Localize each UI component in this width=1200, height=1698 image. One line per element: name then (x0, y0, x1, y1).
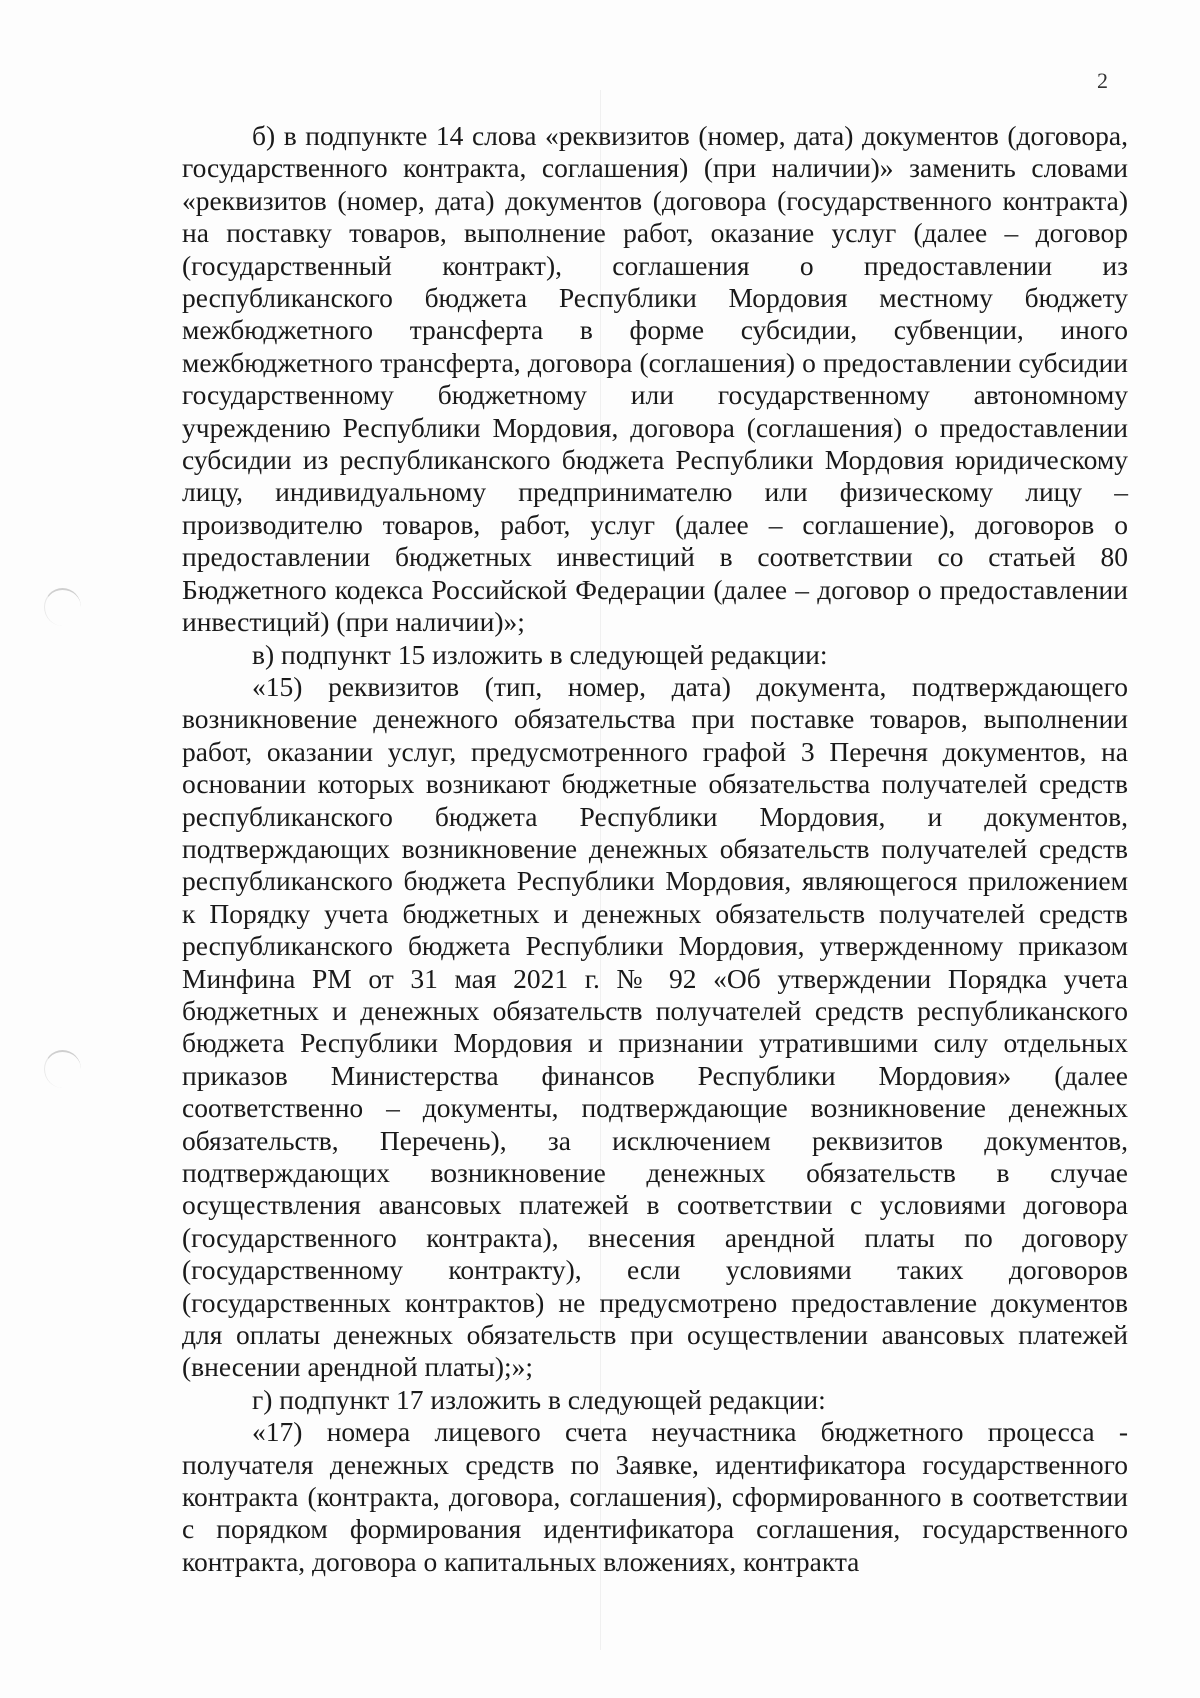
page-number: 2 (1097, 68, 1108, 93)
punch-hole-mark (44, 1050, 81, 1088)
paragraph-subitem-15-text: «15) реквизитов (тип, номер, дата) документа, подтверждающего возникновение денежного обязательства при поставке товаров, выполнении работ, оказании услуг, предусмотренного графой 3 Перечня документов, на основании которых возникают бюджетные обязательства получателей средств республиканского бюджета Республики Мордовия, и документов, подтверждающих возникновение денежных обязательств получателей средств республиканского бюджета Республики Мордовия, являющегося приложением к Порядку учета бюджетных и денежных обязательств получателей средств республиканского бюджета Республики Мордовия, утвержденному приказом Минфина РМ от 31 мая 2021 г. № 92 «Об утверждении Порядка учета бюджетных и денежных обязательств получателей средств республиканского бюджета Республики Мордовия и признании утратившими силу отдельных приказов Министерства финансов Республики Мордовия» (далее соответственно – документы, подтверждающие возникновение денежных обязательств, Перечень), за исключением реквизитов документов, подтверждающих возникновение денежных обязательств в случае осуществления авансовых платежей в соответствии с условиями договора (государственного контракта), внесения арендной платы по договору (государственному контракту), если условиями таких договоров (государственных контрактов) не предусмотрено предоставление документов для оплаты денежных обязательств при осуществлении авансовых платежей (внесении арендной платы);»; (182, 670, 1128, 1383)
paragraph-subitem-17-text: «17) номера лицевого счета неучастника бюджетного процесса - получателя денежных средств по Заявке, идентификатора государственного контракта (контракта, договора, соглашения), сформированного в соответствии с порядком формирования идентификатора соглашения, государственного контракта, договора о капитальных вложениях, контракта (182, 1416, 1128, 1577)
paragraph-v-heading: в) подпункт 15 изложить в следующей редакции: (252, 638, 828, 670)
punch-hole-mark (44, 588, 81, 626)
paragraph-b-subitem-14: б) в подпункте 14 слова «реквизитов (номер, дата) документов (договора, государственного контракта, соглашения) (при наличии)» заменить словами «реквизитов (номер, дата) документов (договора (государственного контракта) на поставку товаров, выполнение работ, оказание услуг (далее – договор (государственный контракт), соглашения о предоставлении из республиканского бюджета Республики Мордовия местному бюджету межбюджетного трансферта в форме субсидии, субвенции, иного межбюджетного трансферта, договора (соглашения) о предоставлении субсидии государственному бюджетному или государственному автономному учреждению Республики Мордовия, договора (соглашения) о предоставлении субсидии из республиканского бюджета Республики Мордовия юридическому лицу, индивидуальному предпринимателю или физическому лицу – производителю товаров, работ, услуг (далее – соглашение), договоров о предоставлении бюджетных инвестиций в соответствии со статьей 80 Бюджетного кодекса Российской Федерации (далее – договор о предоставлении инвестиций) (при наличии)»; (182, 120, 1128, 638)
paragraph-g-heading: г) подпункт 17 изложить в следующей редакции: (252, 1383, 826, 1415)
document-body (182, 120, 1128, 1578)
